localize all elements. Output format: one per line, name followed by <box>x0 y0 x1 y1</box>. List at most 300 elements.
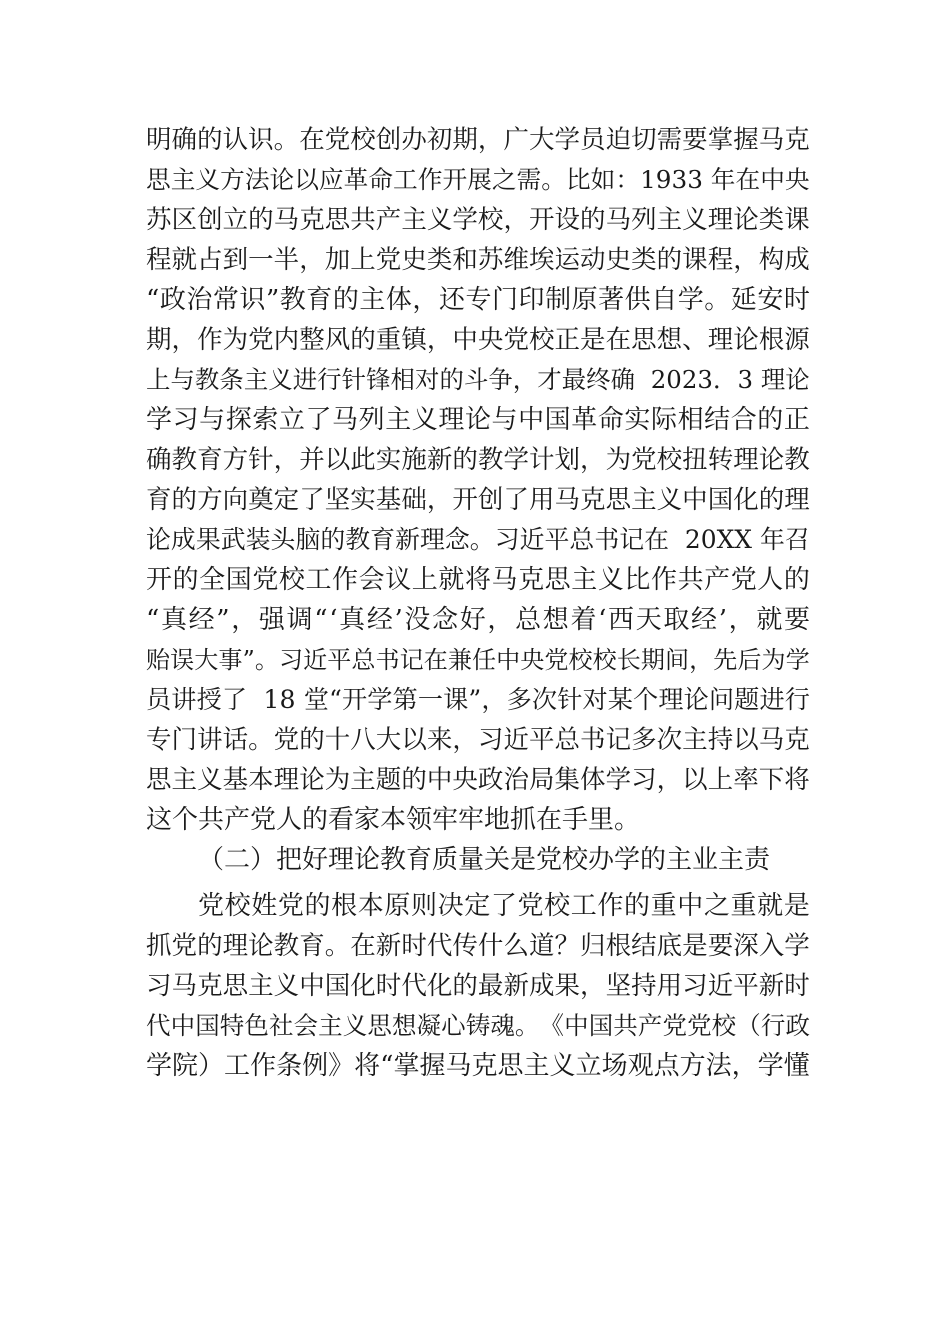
text-glyph: 确 <box>146 445 172 475</box>
text-glyph: 入 <box>758 931 785 961</box>
text-glyph <box>669 520 677 560</box>
text-glyph: 了 <box>305 405 332 435</box>
text-glyph: 《 <box>539 1011 564 1040</box>
text-glyph: 学 <box>677 285 704 315</box>
text-glyph: 则 <box>411 891 438 921</box>
text-glyph: 党 <box>277 891 304 921</box>
text-glyph: 革 <box>571 405 598 435</box>
text-glyph: 明 <box>146 125 172 155</box>
text-glyph: 一 <box>248 245 274 275</box>
text-glyph: 来 <box>426 725 453 755</box>
text-glyph: ， <box>299 245 325 275</box>
text-glyph: 校 <box>656 445 683 475</box>
text-glyph: 一 <box>417 685 443 714</box>
text-glyph: 比 <box>624 565 651 595</box>
text-glyph: 时 <box>783 285 810 315</box>
text-glyph: 命 <box>597 405 624 435</box>
text-glyph: 确 <box>171 125 198 155</box>
text-glyph: 校 <box>278 565 305 595</box>
text-glyph: 魂 <box>490 1011 515 1040</box>
text-glyph: 大 <box>528 125 555 155</box>
text-line <box>146 680 810 720</box>
text-glyph: 的 <box>401 765 427 795</box>
text-glyph: 教 <box>273 931 300 961</box>
text-glyph: 作 <box>597 891 624 921</box>
text-glyph: ， <box>477 125 504 155</box>
text-glyph: 要 <box>682 125 708 155</box>
text-glyph: “ <box>146 605 160 635</box>
text-glyph: 条 <box>219 365 244 394</box>
text-glyph: 最 <box>477 971 504 1001</box>
text-glyph: 马 <box>273 205 300 235</box>
text-glyph: 了 <box>490 891 517 921</box>
text-glyph: 总 <box>554 725 581 755</box>
text-line <box>146 966 810 1006</box>
text-glyph: 成 <box>784 245 810 275</box>
text-glyph: 深 <box>733 931 759 961</box>
text-glyph: ） <box>198 1051 225 1081</box>
text-glyph: 校 <box>350 125 376 155</box>
text-glyph: 针 <box>341 365 367 394</box>
text-glyph: ” <box>242 646 255 674</box>
text-line <box>146 1046 810 1086</box>
text-glyph: 特 <box>219 1011 245 1040</box>
text-glyph: 了 <box>221 685 248 714</box>
text-glyph: 教 <box>477 445 504 475</box>
text-glyph: 行 <box>760 1011 786 1040</box>
text-glyph: 果 <box>554 971 581 1001</box>
text-glyph: 划 <box>554 445 581 475</box>
text-glyph: 的 <box>299 725 325 755</box>
text-glyph: 本 <box>248 765 274 795</box>
text-glyph: 克 <box>197 971 223 1001</box>
text-glyph: 第 <box>392 685 418 714</box>
text-line <box>146 160 810 200</box>
text-glyph: 育 <box>146 485 172 515</box>
text-glyph: 课 <box>682 245 708 275</box>
text-glyph: 础 <box>401 485 427 515</box>
text-glyph: 以 <box>733 725 759 755</box>
text-glyph: 在 <box>644 525 670 554</box>
text-glyph: 着 <box>570 605 597 635</box>
text-glyph: 3 <box>671 165 688 194</box>
text-glyph: 马 <box>491 565 518 595</box>
text-glyph: 将 <box>784 765 810 795</box>
text-glyph: 问 <box>708 685 735 714</box>
text-glyph: 平 <box>544 525 570 554</box>
text-glyph: 立 <box>278 405 305 435</box>
text-glyph: 习 <box>172 405 199 435</box>
text-glyph: 教 <box>194 365 220 394</box>
text-glyph: 主 <box>682 725 708 755</box>
text-glyph: 书 <box>375 646 400 674</box>
text-glyph: 时 <box>375 971 402 1001</box>
text-glyph: 掌 <box>393 1051 420 1081</box>
text-line <box>146 760 810 800</box>
text-glyph: 安 <box>757 285 784 315</box>
text-glyph: 。 <box>254 646 279 674</box>
text-glyph: 武 <box>220 525 246 554</box>
text-glyph: 3 <box>697 365 713 394</box>
text-glyph: 此 <box>350 445 376 475</box>
text-glyph: 新 <box>503 971 529 1001</box>
text-glyph: 西 <box>608 605 635 635</box>
text-glyph: 如 <box>590 165 616 194</box>
text-glyph: 论 <box>146 525 171 554</box>
text-glyph: 掌 <box>707 125 734 155</box>
text-glyph: 总 <box>569 525 595 554</box>
text-line <box>146 520 810 560</box>
text-glyph: 坚 <box>324 485 351 515</box>
text-glyph: 的 <box>171 485 198 515</box>
text-glyph: 上 <box>146 365 171 394</box>
text-glyph: 新 <box>426 445 453 475</box>
text-glyph: 原 <box>571 285 598 315</box>
text-glyph: 1 <box>263 685 280 714</box>
text-glyph: 源 <box>784 325 810 355</box>
text-glyph: ， <box>412 285 439 315</box>
text-glyph: X <box>734 525 753 554</box>
text-glyph: 没 <box>404 605 431 635</box>
text-glyph: 场 <box>601 1051 628 1081</box>
text-glyph: 常 <box>212 285 239 315</box>
text-glyph: 近 <box>303 646 328 674</box>
text-glyph: 校 <box>568 646 593 674</box>
text-glyph: 学 <box>503 445 529 475</box>
text-glyph: 运 <box>554 245 581 275</box>
text-glyph: 党 <box>252 565 279 595</box>
text-glyph: 在 <box>605 325 632 355</box>
text-glyph: X <box>716 525 735 554</box>
text-glyph: 作 <box>332 565 359 595</box>
text-glyph: 供 <box>624 285 651 315</box>
text-glyph: 院 <box>172 1051 199 1081</box>
text-glyph: 义 <box>411 405 438 435</box>
text-glyph: 为 <box>605 445 632 475</box>
text-glyph: 大 <box>194 646 219 674</box>
text-glyph: 义 <box>682 205 708 235</box>
text-glyph: 扭 <box>682 445 708 475</box>
text-glyph: 铸 <box>465 1011 491 1040</box>
text-glyph: ． <box>713 365 738 394</box>
text-glyph: 国 <box>324 971 351 1001</box>
text-line <box>146 720 810 760</box>
text-glyph: 集 <box>554 765 581 795</box>
text-glyph: 0 <box>700 525 717 554</box>
text-glyph: 党 <box>198 891 225 921</box>
text-glyph: 确 <box>610 365 636 394</box>
text-glyph: 计 <box>528 445 555 475</box>
text-glyph: 维 <box>503 245 529 275</box>
text-glyph: 国 <box>195 1011 220 1040</box>
text-glyph: 了 <box>299 485 325 515</box>
text-glyph: 新 <box>758 971 785 1001</box>
text-glyph: 克 <box>784 125 810 155</box>
text-glyph: 行 <box>317 365 342 394</box>
text-glyph: 习 <box>631 765 657 795</box>
text-glyph: 之 <box>703 891 730 921</box>
text-glyph: 义 <box>597 565 624 595</box>
text-glyph: 决 <box>437 891 464 921</box>
text-glyph: 根 <box>758 325 785 355</box>
text-glyph: 自 <box>651 285 678 315</box>
text-glyph: 的 <box>439 365 464 394</box>
text-glyph: 制 <box>545 285 572 315</box>
text-glyph: 学 <box>146 1051 173 1081</box>
text-glyph: 党 <box>730 565 757 595</box>
text-glyph: 的 <box>248 205 274 235</box>
text-glyph: 马 <box>332 405 359 435</box>
text-glyph: 主 <box>571 565 598 595</box>
text-glyph: 实 <box>350 485 376 515</box>
text-glyph: 主 <box>171 765 198 795</box>
text-glyph: 为 <box>324 765 351 795</box>
text-glyph: 理 <box>760 365 786 394</box>
text-glyph: 克 <box>471 1051 498 1081</box>
text-glyph: 的 <box>783 565 810 595</box>
text-glyph: 基 <box>375 485 402 515</box>
text-glyph: 习 <box>494 525 520 554</box>
text-glyph: “ <box>146 285 160 315</box>
text-glyph: 理 <box>707 205 734 235</box>
text-glyph: 校 <box>477 205 504 235</box>
text-glyph: 的 <box>757 405 784 435</box>
text-glyph: 学 <box>605 765 632 795</box>
text-glyph: 镇 <box>401 325 427 355</box>
text-glyph: 调 <box>286 605 313 635</box>
text-glyph: 类 <box>426 245 453 275</box>
text-glyph: 共 <box>677 565 704 595</box>
text-glyph: 立 <box>222 205 249 235</box>
text-glyph: 坚 <box>605 971 632 1001</box>
text-glyph: 学 <box>554 125 581 155</box>
text-glyph: 书 <box>594 525 620 554</box>
text-glyph: 斗 <box>463 365 489 394</box>
text-glyph: 广 <box>503 125 529 155</box>
text-glyph: 讲 <box>197 725 223 755</box>
text-glyph: 记 <box>605 725 632 755</box>
text-line <box>146 240 810 280</box>
text-glyph: 论 <box>248 931 274 961</box>
text-glyph: 记 <box>399 646 424 674</box>
text-glyph: 根 <box>331 891 358 921</box>
text-glyph: 与 <box>491 405 518 435</box>
text-glyph: 列 <box>358 405 385 435</box>
text-glyph: 作 <box>650 565 677 595</box>
text-glyph: 学 <box>146 405 173 435</box>
text-glyph: 是 <box>682 931 708 961</box>
text-glyph: 切 <box>631 125 657 155</box>
text-glyph <box>753 360 761 400</box>
text-glyph: 苏 <box>477 245 504 275</box>
text-glyph: 克 <box>299 205 325 235</box>
text-glyph: 社 <box>268 1011 294 1040</box>
text-glyph: 创 <box>197 205 223 235</box>
text-glyph: 心 <box>441 1011 466 1040</box>
text-glyph: 真 <box>160 605 187 635</box>
text-glyph: 用 <box>528 485 555 515</box>
text-glyph: 中 <box>677 891 704 921</box>
text-glyph: 重 <box>650 891 677 921</box>
text-glyph: 延 <box>730 285 757 315</box>
text-glyph: 思 <box>605 485 632 515</box>
text-glyph: 党 <box>687 1011 712 1040</box>
text-glyph: 对 <box>414 365 440 394</box>
text-glyph: 义 <box>426 205 453 235</box>
text-glyph: 校 <box>544 891 571 921</box>
text-glyph: 并 <box>299 445 325 475</box>
text-glyph: 间 <box>664 646 690 674</box>
text-glyph: 类 <box>758 205 785 235</box>
text-glyph: 将 <box>464 565 491 595</box>
text-glyph: 装 <box>245 525 271 554</box>
text-line <box>146 600 810 640</box>
text-glyph: 教 <box>784 445 810 475</box>
text-glyph: 的 <box>452 971 478 1001</box>
text-glyph: 论 <box>269 165 295 194</box>
text-glyph: ， <box>481 685 507 714</box>
text-glyph: 产 <box>704 565 731 595</box>
text-glyph: 专 <box>465 285 492 315</box>
text-glyph: 理 <box>438 405 465 435</box>
text-glyph: 3 <box>687 165 703 194</box>
text-glyph: 兼 <box>447 646 472 674</box>
text-glyph: 央 <box>477 325 504 355</box>
text-glyph: 作 <box>250 1051 277 1081</box>
text-glyph: 方 <box>222 445 249 475</box>
text-glyph: ， <box>487 605 514 635</box>
text-glyph: 传 <box>452 931 478 961</box>
text-glyph: 贻 <box>146 646 171 674</box>
text-glyph: 对 <box>582 685 608 714</box>
text-glyph: 多 <box>631 725 657 755</box>
text-glyph: 教 <box>345 525 371 554</box>
text-glyph: 握 <box>733 125 759 155</box>
text-glyph: 党 <box>324 125 351 155</box>
text-glyph: 主 <box>631 485 657 515</box>
text-glyph: 思 <box>146 165 171 194</box>
text-glyph: 体 <box>580 765 606 795</box>
text-glyph: 上 <box>411 565 438 595</box>
text-glyph: 习 <box>278 646 304 674</box>
text-glyph: 在 <box>350 931 376 961</box>
text-glyph: 正 <box>554 325 581 355</box>
text-glyph: 克 <box>784 725 810 755</box>
text-glyph: 重 <box>375 325 402 355</box>
text-glyph: 本 <box>357 891 384 921</box>
text-glyph: 区 <box>171 205 198 235</box>
text-glyph: 2 <box>681 365 698 394</box>
text-glyph: 长 <box>616 646 641 674</box>
text-glyph: 治 <box>186 285 213 315</box>
text-glyph: 理 <box>658 685 684 714</box>
text-glyph: 召 <box>784 525 810 554</box>
text-glyph: 中 <box>452 325 478 355</box>
text-glyph: 工 <box>393 165 418 194</box>
text-glyph: 时 <box>401 931 427 961</box>
text-glyph: 中 <box>518 405 545 435</box>
text-glyph: 代 <box>426 931 453 961</box>
text-glyph: 近 <box>707 971 734 1001</box>
text-glyph: 论 <box>785 365 810 394</box>
text-glyph: 中 <box>496 646 521 674</box>
text-glyph: 施 <box>401 445 427 475</box>
text-glyph: 议 <box>385 565 412 595</box>
text-glyph: 以 <box>294 165 319 194</box>
text-glyph: 到 <box>222 245 249 275</box>
text-glyph: 奠 <box>248 485 274 515</box>
text-glyph: ’ <box>718 605 727 635</box>
text-glyph: 进 <box>292 365 318 394</box>
text-glyph: 中 <box>426 765 453 795</box>
text-glyph: 取 <box>663 605 690 635</box>
text-glyph: 在 <box>299 125 325 155</box>
text-glyph: 学 <box>785 646 810 674</box>
text-glyph: 政 <box>159 285 186 315</box>
text-glyph: 与 <box>170 365 195 394</box>
text-glyph: 员 <box>580 125 606 155</box>
text-glyph: 主 <box>401 205 427 235</box>
text-glyph: 埃 <box>528 245 555 275</box>
text-glyph: 开 <box>341 685 368 714</box>
text-glyph: 会 <box>358 565 385 595</box>
text-glyph: 育 <box>299 931 325 961</box>
text-glyph: 念 <box>432 605 459 635</box>
text-glyph: 风 <box>324 325 351 355</box>
text-glyph: 党 <box>171 931 198 961</box>
text-glyph: 锋 <box>366 365 391 394</box>
text-glyph: 之 <box>491 165 517 194</box>
text-glyph: 握 <box>419 1051 446 1081</box>
text-glyph: 义 <box>197 765 223 795</box>
text-glyph: 主 <box>385 405 412 435</box>
text-glyph: 次 <box>656 725 683 755</box>
text-glyph: 年 <box>759 525 785 554</box>
text-glyph: 论 <box>733 205 759 235</box>
text-glyph: 局 <box>528 765 555 795</box>
text-glyph: 9 <box>655 165 672 194</box>
text-glyph: 产 <box>375 205 402 235</box>
text-glyph: 党 <box>544 646 569 674</box>
text-glyph: 根 <box>605 931 632 961</box>
text-glyph: 2 <box>650 365 667 394</box>
text-glyph: 。 <box>273 125 300 155</box>
text-glyph: 党 <box>273 725 300 755</box>
text-glyph: 课 <box>443 685 469 714</box>
text-glyph: 论 <box>299 765 325 795</box>
text-glyph: 的 <box>452 445 478 475</box>
text-glyph: 2 <box>684 525 701 554</box>
text-glyph: 就 <box>438 565 465 595</box>
text-glyph: 1 <box>640 165 656 194</box>
text-glyph: 上 <box>707 765 734 795</box>
text-line <box>146 926 810 966</box>
text-glyph: 相 <box>677 405 704 435</box>
text-glyph: 命 <box>368 165 394 194</box>
text-glyph: 为 <box>222 325 249 355</box>
text-glyph: ， <box>426 485 453 515</box>
text-glyph: 争 <box>488 365 513 394</box>
text-glyph: 果 <box>195 525 221 554</box>
text-glyph: 以 <box>401 725 427 755</box>
text-glyph: 行 <box>784 685 810 714</box>
text-glyph <box>677 520 685 560</box>
text-glyph: ， <box>503 205 529 235</box>
text-line: 这个共产党人的看家本领牢牢地抓在手里。 <box>146 805 641 835</box>
text-glyph: 校 <box>224 891 251 921</box>
text-glyph: 某 <box>607 685 633 714</box>
text-glyph: 课 <box>784 205 810 235</box>
